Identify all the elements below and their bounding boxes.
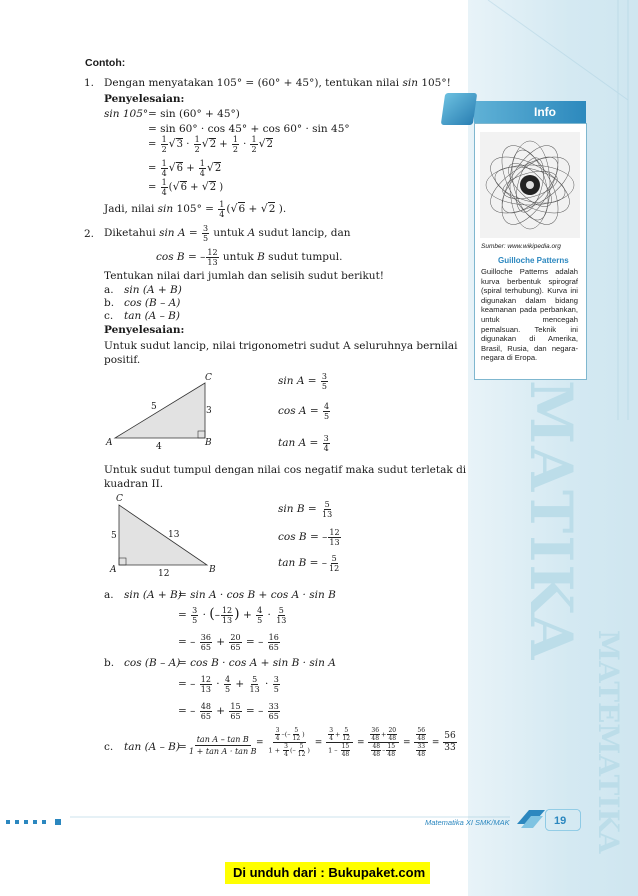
paragraph-2-line-1: Untuk sudut tumpul dengan nilai cos negatif maka sudut terletak di: [104, 464, 467, 476]
ex1-line-1-lhs: sin 105°: [104, 108, 149, 120]
answer-a-step-2: = – $\frac{36}{65}$ + $\frac{20}{65}$ = – $\frac{16}{65}$: [178, 632, 279, 652]
tri1-cos-a: cos A = $\frac{4}{5}$: [278, 401, 330, 421]
paragraph-1-line-1: Untuk sudut lancip, nilai trigonometri sudut A seluruhnya bernilai: [104, 340, 458, 352]
tri1-tan-a: tan A = $\frac{3}{4}$: [278, 433, 329, 453]
task-b: cos (B – A): [124, 297, 181, 309]
answer-c-lhs: tan (A – B): [124, 741, 180, 753]
solution-label-2: Penyelesaian:: [104, 324, 185, 336]
triangle-2-vertical-side: 5: [111, 531, 117, 541]
triangle-1-vertical-side: 3: [206, 406, 212, 416]
info-caption-text: Guilloche Patterns adalah kurva berbentuk spirograf (spiral terhubung). Kurva ini digunakan dalam bidang keamanan pada perbankan, untuk mencegah pemalsuan. Teknik ini digunakan di Amerika, Brasil, Rusia, dan negara-negara di Eropa.: [481, 267, 578, 363]
info-caption-title: Guilloche Patterns: [498, 256, 569, 265]
footer-book-title: Matematika XI SMK/MAK: [425, 818, 510, 827]
answer-c-steps: = $\frac{3}{4}$ –(– $\frac{5}{12}$ ) 1 + $\frac{3}{4}$ (– $\frac{5}{12}$ ) = $\frac{3}{4}$ + $\frac{5}{12}$ 1 – $\frac{15}{48}$ = $\frac{36}{48}$ + $\frac{20}{48}$ $\frac{48}{48}$ – $\frac{15}{48}$ = $\frac{\frac{56}{48}}{\frac{33}{48}}$ = $\frac{56}{33}$: [256, 727, 456, 758]
triangle-1-base: 4: [156, 442, 162, 452]
ex1-conclusion: Jadi, nilai sin 105° = $\frac{1}{4}$ (√6 + √2 ).: [104, 199, 287, 219]
footer-logo-icon: [515, 806, 547, 830]
footer-square: [6, 820, 10, 824]
image-source: Sumber: www.wikipedia.org: [481, 243, 561, 250]
answer-a-lhs: sin (A + B): [124, 589, 182, 601]
info-header: [474, 101, 586, 123]
ex1-line-2: = sin 60° · cos 45° + cos 60° · sin 45°: [148, 123, 350, 135]
triangle-2-vertex-a: A: [110, 565, 117, 575]
solution-label-1: Penyelesaian:: [104, 93, 185, 105]
ex1-line-4: = $\frac{1}{4}$ √6 + $\frac{1}{4}$ √2: [148, 159, 222, 178]
answer-a-formula: = sin A · cos B + cos A · sin B: [178, 589, 336, 601]
answer-c-denominator: 1 + tan A · tan B: [189, 747, 257, 756]
info-label: Info: [534, 105, 556, 119]
answer-b-step-1: = – $\frac{12}{13}$ · $\frac{4}{5}$ + $\frac{5}{13}$ · $\frac{3}{5}$: [178, 674, 279, 694]
ex1-line-3: = $\frac{1}{2}$ √3 · $\frac{1}{2}$ √2 + $\frac{1}{2}$ · $\frac{1}{2}$ √2: [148, 135, 273, 154]
triangle-2-vertex-c: C: [116, 494, 123, 504]
paragraph-2-line-2: kuadran II.: [104, 478, 164, 490]
footer-square: [33, 820, 37, 824]
answer-b-label: b.: [104, 657, 115, 669]
task-c: tan (A – B): [124, 310, 180, 322]
footer-square: [15, 820, 19, 824]
example-2-given-sin: Diketahui sin A = $\frac{3}{5}$ untuk A sudut lancip, dan: [104, 223, 351, 243]
triangle-1-vertex-b: B: [205, 438, 212, 448]
answer-b-lhs: cos (B – A): [124, 657, 181, 669]
info-icon: [441, 93, 477, 125]
footer-square: [24, 820, 28, 824]
sidebar-vertical-word: MATIKA: [517, 380, 585, 662]
answer-c-label: c.: [104, 741, 114, 753]
tri2-sin-b: sin B = $\frac{5}{13}$: [278, 499, 333, 519]
footer-square: [55, 819, 61, 825]
answer-c-numerator: tan A – tan B: [196, 735, 249, 744]
triangle-2-base: 12: [158, 569, 170, 579]
triangle-1-vertex-c: C: [205, 373, 212, 383]
example-1-number: 1.: [84, 77, 95, 89]
ex1-line-1-rhs: = sin (60° + 45°): [148, 108, 240, 120]
answer-c-result-denominator: 33: [444, 743, 456, 753]
example-2-task: Tentukan nilai dari jumlah dan selisih sudut berikut!: [104, 270, 385, 282]
task-c-label: c.: [104, 310, 114, 322]
sidebar-vertical-word-2: MATEMATIKA: [592, 630, 625, 854]
answer-c-formula-fraction: [187, 734, 259, 757]
task-a-label: a.: [104, 284, 114, 296]
paragraph-1-line-2: positif.: [104, 354, 141, 366]
tri2-tan-b: tan B = – $\frac{5}{12}$: [278, 553, 340, 573]
answer-a-step-1: = $\frac{3}{5}$ · (– $\frac{12}{13}$ ) + $\frac{4}{5}$ · $\frac{5}{13}$: [178, 605, 287, 625]
answer-b-formula: = cos B · cos A + sin B · sin A: [178, 657, 336, 669]
task-b-label: b.: [104, 297, 115, 309]
ex1-line-5: = $\frac{1}{4}$ (√6 + √2 ): [148, 178, 224, 197]
task-a: sin (A + B): [124, 284, 182, 296]
example-heading: Contoh:: [85, 57, 126, 69]
answer-c-eq: =: [178, 741, 187, 753]
tri1-sin-a: sin A = $\frac{3}{5}$: [278, 371, 328, 391]
triangle-2-hypotenuse: 13: [168, 530, 180, 540]
page-number: 19: [554, 815, 567, 827]
footer-square: [42, 820, 46, 824]
triangle-1-hypotenuse: 5: [151, 402, 157, 412]
triangle-1-vertex-a: A: [106, 438, 113, 448]
answer-a-label: a.: [104, 589, 114, 601]
triangle-2-vertex-b: B: [209, 565, 216, 575]
answer-c-result-numerator: 56: [444, 731, 456, 741]
triangle-2-figure: [112, 500, 212, 570]
example-2-number: 2.: [84, 228, 95, 240]
answer-b-step-2: = – $\frac{48}{65}$ + $\frac{15}{65}$ = – $\frac{33}{65}$: [178, 701, 279, 721]
tri2-cos-b: cos B = – $\frac{12}{13}$: [278, 527, 340, 547]
page-number-box: [545, 809, 581, 831]
triangle-1-figure: [110, 378, 215, 448]
guilloche-pattern-image: [480, 132, 580, 238]
example-1-question: Dengan menyatakan 105° = (60° + 45°), tentukan nilai sin 105°!: [104, 77, 451, 89]
download-link[interactable]: Di unduh dari : Bukupaket.com: [233, 865, 426, 880]
example-2-given-cos: cos B = – $\frac{12}{13}$ untuk B sudut tumpul.: [156, 247, 343, 267]
